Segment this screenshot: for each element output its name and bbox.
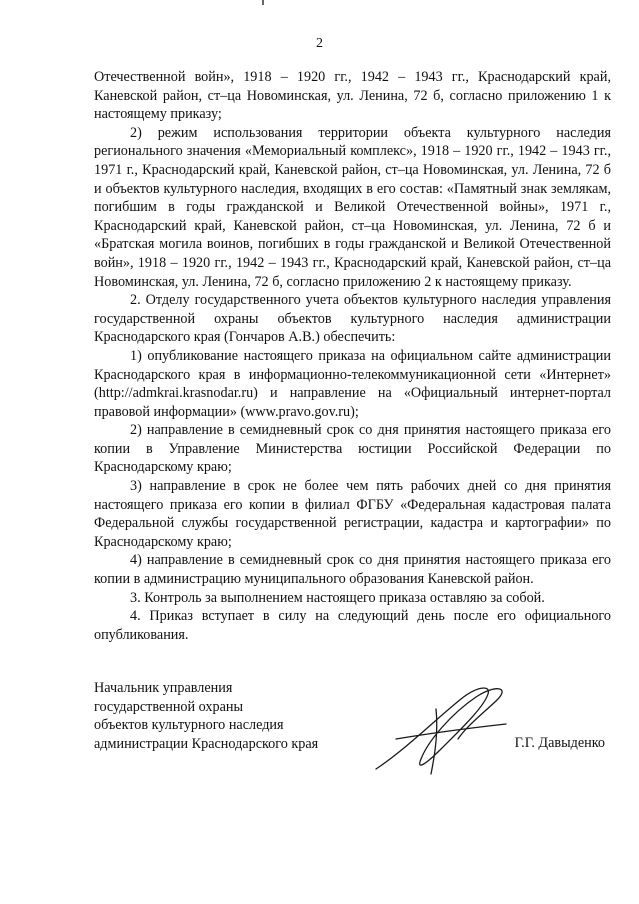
top-mark	[262, 0, 264, 5]
paragraph-subitem-4: 4) направление в семидневный срок со дня принятия настоящего приказа его копии в администрацию муниципального образования Каневской район.	[94, 552, 611, 588]
page-number: 2	[316, 36, 323, 51]
paragraph-section-2: 2. Отделу государственного учета объектов культурного наследия управления государственной охраны объектов культурного наследия администрации Краснодарского края (Гончаров А.В.) обеспечить:	[94, 292, 611, 346]
signatory-title-line: администрации Краснодарского края	[94, 735, 319, 752]
paragraph-section-4: 4. Приказ вступает в силу на следующий день после его официального опубликования.	[94, 608, 611, 643]
paragraph-continuation: Отечественной войн», 1918 – 1920 гг., 1942 – 1943 гг., Краснодарский край, Каневской район, ст–ца Новоминская, ул. Ленина, 72 б, согласно приложению 1 к настоящему приказу;	[94, 69, 611, 123]
signatory-title	[94, 679, 318, 753]
signature-block	[94, 679, 611, 789]
signatory-name: Г.Г. Давыденко	[514, 735, 605, 751]
paragraph-subitem-3: 3) направление в срок не более чем пять рабочих дней со дня принятия настоящего приказа его копии в филиал ФГБУ «Федеральная кадастровая палата Федеральной службы государственной регистрации, кадастра и картографии» по Краснодарскому краю;	[94, 478, 611, 550]
document-body	[94, 68, 611, 644]
signatory-title-line: объектов культурного наследия	[94, 717, 284, 734]
signatory-title-line: государственной охраны	[94, 698, 244, 715]
signatory-title-line: Начальник управления	[94, 680, 233, 696]
paragraph-item-2: 2) режим использования территории объекта культурного наследия регионального значения «Мемориальный комплекс», 1918 – 1920 гг., 1942 – 1943 гг., 1971 г., Краснодарский край, Каневской район, ст–ца Новоминская, ул. Ленина, 72 б и объектов культурного наследия, входящих в его состав: «Памятный знак землякам, погибшим в годы гражданской и Великой Отечественной войны», 1971 г., Краснодарский край, Каневской район, ст–ца Новоминская, ул. Ленина, 72 б и «Братская могила воинов, погибших в годы гражданской и Великой Отечественной войн», 1918 – 1920 гг., 1942 – 1943 гг., Краснодарский край, Каневской район, ст–ца Новоминская, ул. Ленина, 72 б, согласно приложению 2 к настоящему приказу.	[94, 124, 611, 290]
paragraph-subitem-2: 2) направление в семидневный срок со дня принятия настоящего приказа его копии в Управление Министерства юстиции Российской Федерации по Краснодарскому краю;	[94, 422, 611, 476]
paragraph-subitem-1: 1) опубликование настоящего приказа на официальном сайте администрации Краснодарского края в информационно-телекоммуникационной сети «Интернет» (http://admkrai.krasnodar.ru) и направление на «Официальный интернет-портал правовой информации» (www.pravo.gov.ru);	[94, 347, 611, 420]
paragraph-section-3: 3. Контроль за выполнением настоящего приказа оставляю за собой.	[130, 589, 545, 606]
handwritten-signature	[366, 679, 516, 779]
